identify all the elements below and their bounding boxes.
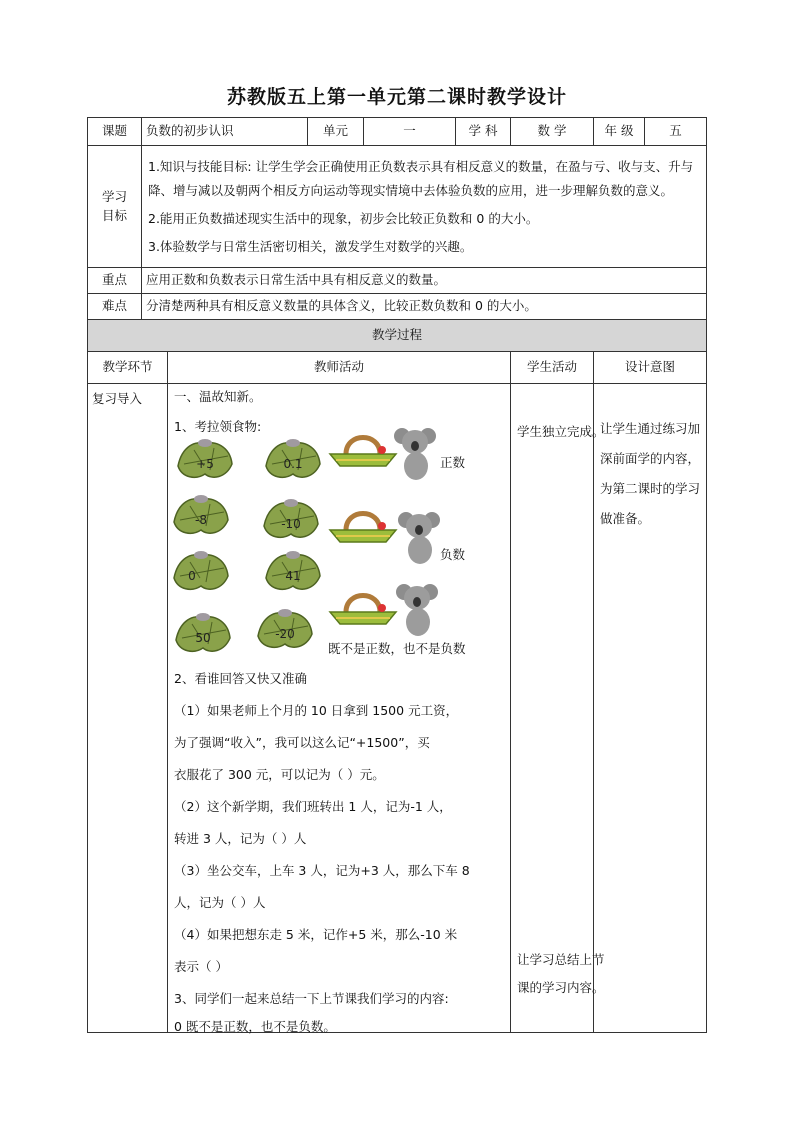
leaf-number: 41: [285, 569, 301, 583]
student-activity-cell: [511, 384, 605, 1033]
leaf-card: [260, 496, 322, 542]
lesson-plan-table: [87, 117, 707, 1033]
teacher-line: （1）如果老师上个月的 10 日拿到 1500 元工资，: [174, 703, 459, 718]
objective-item: 3.体验数学与日常生活密切相关，激发学生对数学的兴趣。: [148, 238, 473, 254]
teacher-line: 表示（ ）: [174, 959, 228, 974]
leaf-card: [170, 548, 232, 594]
topic-label: 课题: [88, 118, 142, 146]
basket-label-neither: 既不是正数，也不是负数: [328, 641, 466, 656]
objective-item: 2.能用正负数描述现实生活中的现象，初步会比较正负数和 0 的大小。: [148, 210, 539, 226]
basket-label-positive: 正数: [440, 455, 466, 470]
objectives-row: [88, 146, 707, 268]
leaf-card: [174, 436, 236, 482]
teacher-line: 转进 3 人，记为（ ）人: [174, 831, 307, 846]
design-intent-text: 让学生通过练习加深前面学的内容，为第二课时的学习做准备。: [600, 421, 701, 526]
objectives-label: 学习 目标: [88, 146, 142, 268]
leaf-card: [254, 606, 316, 652]
leaf-number: 0.1: [283, 457, 303, 471]
leaf-number: -20: [275, 627, 295, 641]
process-header-row: [88, 320, 707, 352]
teacher-line: 为了强调“收入”，我可以这么记“+1500”，买: [174, 735, 430, 750]
basket-label-negative: 负数: [440, 547, 466, 562]
objective-item: 1.知识与技能目标: 让学生学会正确使用正负数表示具有相反意义的数量，在盈与亏、收与支、升与降、增与减以及朝两个相反方向运动等现实情境中去体验负数的应用，进一步理解负数的意义。: [148, 158, 694, 198]
teacher-line: （2）这个新学期，我们班转出 1 人，记为-1 人，: [174, 799, 452, 814]
difficulty-row: [88, 294, 707, 320]
leaf-number: +5: [196, 457, 214, 471]
leaf-number: 0: [188, 569, 196, 583]
grade-value: 五: [645, 118, 707, 146]
column-header-row: [88, 352, 707, 384]
basket-icon: [328, 430, 398, 470]
leaf-number: -10: [281, 517, 301, 531]
student-activity-2: 让学习总结上节课的学习内容。: [517, 952, 605, 995]
teacher-line: 人，记为（ ）人: [174, 895, 266, 910]
unit-value: 一: [364, 118, 456, 146]
student-activity-1: 学生独立完成。: [517, 424, 605, 439]
leaf-card: [172, 610, 234, 656]
key-point-label: 重点: [88, 268, 142, 294]
teacher-line: 2、看谁回答又快又准确: [174, 671, 307, 686]
teacher-line: 衣服花了 300 元，可以记为（ ）元。: [174, 767, 385, 782]
teacher-line: 1、考拉领食物:: [174, 419, 262, 434]
leaf-card: [262, 548, 324, 594]
key-point-row: [88, 268, 707, 294]
col-student: 学生活动: [511, 352, 594, 384]
document-title: 苏教版五上第一单元第二课时教学设计: [226, 86, 567, 108]
subject-value: 数 学: [511, 118, 594, 146]
col-stage: 教学环节: [88, 352, 168, 384]
leaf-card: [170, 492, 232, 538]
koala-icon: [394, 580, 440, 638]
stage-row: [88, 384, 707, 1033]
col-teacher: 教师活动: [168, 352, 511, 384]
difficulty-text: 分清楚两种具有相反意义数量的具体含义，比较正数负数和 0 的大小。: [142, 294, 707, 320]
teacher-line: （3）坐公交车，上车 3 人，记为+3 人，那么下车 8: [174, 863, 470, 878]
unit-label: 单元: [308, 118, 364, 146]
subject-label: 学 科: [456, 118, 511, 146]
process-header: 教学过程: [88, 320, 707, 352]
teacher-line: 0 既不是正数，也不是负数。: [174, 1019, 336, 1034]
difficulty-label: 难点: [88, 294, 142, 320]
leaf-card: [262, 436, 324, 482]
leaf-number: -8: [195, 513, 207, 527]
teacher-line: （4）如果把想东走 5 米，记作+5 米，那么-10 米: [174, 927, 458, 942]
objectives-content: [142, 146, 707, 268]
teacher-line: 3、同学们一起来总结一下上节课我们学习的内容:: [174, 991, 449, 1006]
teacher-line: 一、温故知新。: [174, 389, 262, 404]
design-intent-cell: [594, 384, 707, 1033]
basket-icon: [328, 506, 398, 546]
basket-icon: [328, 588, 398, 628]
stage-name: 复习导入: [88, 384, 168, 1033]
teacher-activity-cell: [168, 384, 511, 1033]
key-point-text: 应用正数和负数表示日常生活中具有相反意义的数量。: [142, 268, 707, 294]
koala-icon: [396, 508, 442, 566]
col-intent: 设计意图: [594, 352, 707, 384]
leaf-number: 50: [195, 631, 211, 645]
header-row: [88, 118, 707, 146]
koala-icon: [392, 424, 438, 482]
topic-value: 负数的初步认识: [142, 118, 308, 146]
grade-label: 年 级: [594, 118, 645, 146]
